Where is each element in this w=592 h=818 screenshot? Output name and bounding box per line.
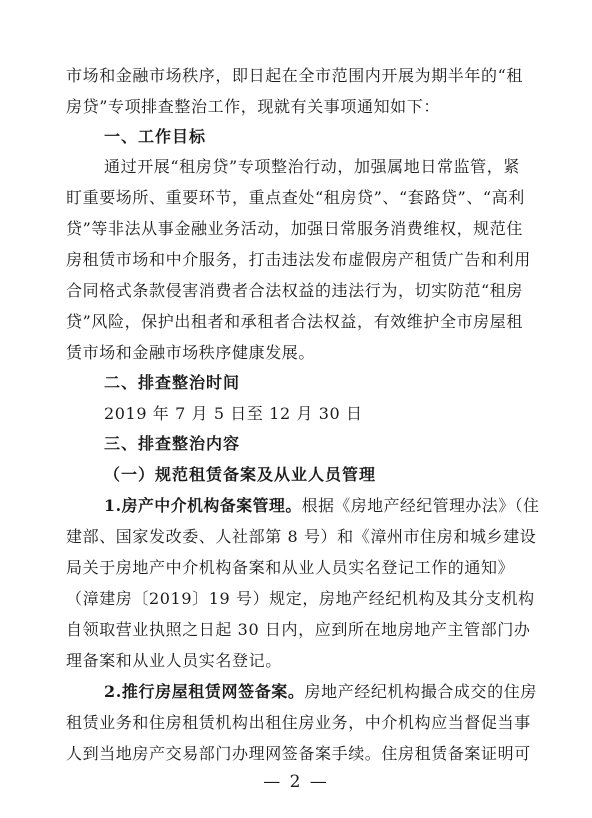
body-line-8: 合同格式条款侵害消费者合法权益的违法行为，切实防范“租房 bbox=[66, 281, 523, 300]
body-line-23: 人到当地房产交易部门办理网签备案手续。住房租赁备案证明可 bbox=[66, 744, 531, 763]
body-line-4: 通过开展“租房贷”专项整治行动，加强属地日常监管，紧 bbox=[104, 157, 520, 176]
body-line-21 bbox=[104, 680, 537, 704]
item-text-2: 房地产经纪机构撮合成交的住房 bbox=[304, 682, 537, 701]
body-line-1: 市场和金融市场秩序，即日起在全市范围内开展为期半年的“租 bbox=[66, 66, 523, 85]
item-title-2: 2.推行房屋租赁网签备案。 bbox=[104, 682, 305, 701]
body-line-12: 2019 年 7 月 5 日至 12 月 30 日 bbox=[104, 404, 363, 423]
subsection-heading-1: （一）规范租赁备案及从业人员管理 bbox=[104, 465, 377, 484]
body-line-6: 贷”等非法从事金融业务活动，加强日常服务消费维权，规范住 bbox=[66, 219, 523, 238]
body-line-17: 局关于房地产中介机构备案和从业人员实名登记工作的通知》 bbox=[66, 558, 515, 577]
item-text-1: 根据《房地产经纪管理办法》（住 bbox=[301, 496, 540, 515]
body-line-18: （漳建房〔2019〕19 号）规定，房地产经纪机构及其分支机构 bbox=[66, 589, 535, 608]
section-heading-content: 三、排查整治内容 bbox=[104, 434, 241, 453]
body-line-20: 理备案和从业人员实名登记。 bbox=[66, 651, 282, 670]
body-line-19: 自领取营业执照之日起 30 日内，应到所在地房地产主管部门办 bbox=[66, 620, 531, 639]
item-title-1: 1.房产中介机构备案管理。 bbox=[104, 496, 302, 515]
body-line-2: 房贷”专项排查整治工作，现就有关事项通知如下： bbox=[66, 97, 440, 116]
body-line-16: 建部、国家发改委、人社部第 8 号）和《漳州市住房和城乡建设 bbox=[66, 527, 537, 546]
section-heading-goals: 一、工作目标 bbox=[104, 127, 207, 146]
body-line-5: 盯重要场所、重要环节，重点查处“租房贷”、“套路贷”、“高利 bbox=[66, 188, 525, 207]
section-heading-time: 二、排查整治时间 bbox=[104, 373, 241, 392]
body-line-15 bbox=[104, 494, 540, 518]
body-line-10: 赁市场和金融市场秩序健康发展。 bbox=[66, 343, 316, 362]
body-line-7: 房租赁市场和中介服务，打击违法发布虚假房产租赁广告和利用 bbox=[66, 250, 531, 269]
page-number: — 2 — bbox=[263, 772, 329, 792]
body-line-22: 租赁业务和住房租赁机构出租住房业务，中介机构应当督促当事 bbox=[66, 713, 531, 732]
body-line-9: 贷”风险，保护出租者和承租者合法权益，有效维护全市房屋租 bbox=[66, 312, 523, 331]
